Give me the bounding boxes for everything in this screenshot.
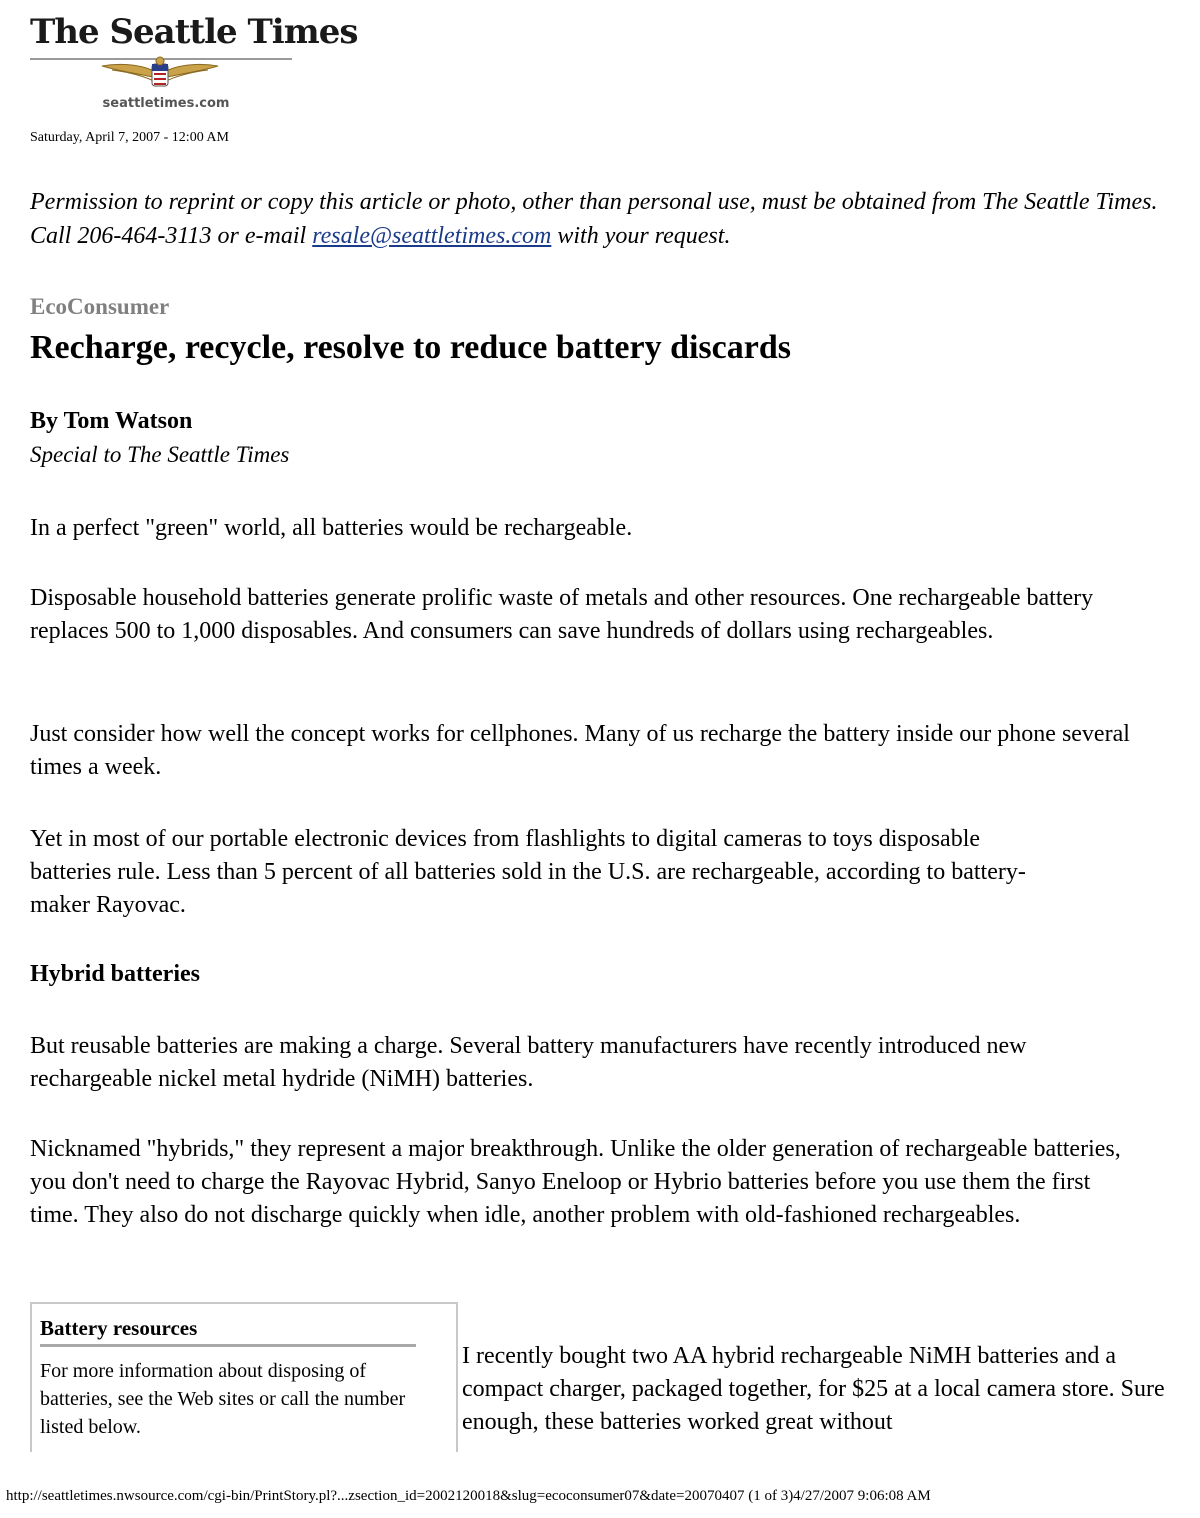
article-paragraph: In a perfect "green" world, all batteries would be rechargeable.	[30, 515, 633, 541]
masthead-url: seattletimes.com	[102, 96, 230, 111]
subhead: Hybrid batteries	[30, 961, 200, 987]
masthead-logo: The Seattle Times	[30, 12, 358, 52]
article-paragraph: Disposable household batteries generate prolific waste of metals and other resources. One rechargeable battery replaces 500 to 1,000 disposables. And consumers can save hundreds of dollars using rechargeables.	[30, 585, 1094, 644]
byline-credit: Special to The Seattle Times	[30, 442, 290, 467]
print-footer-url: http://seattletimes.nwsource.com/cgi-bin/PrintStory.pl?...zsection_id=2002120018&slug=ecoconsumer07&date=20070407 (1 of 3)4/27/2007 9:06:08 AM	[6, 1488, 931, 1504]
section-label: EcoConsumer	[30, 294, 170, 319]
article-paragraph: But reusable batteries are making a charge. Several battery manufacturers have recently introduced new rechargeable nickel metal hydride (NiMH) batteries.	[30, 1033, 1027, 1092]
sidebar-text: For more information about disposing of batteries, see the Web sites or call the number listed below.	[40, 1360, 406, 1438]
article-paragraph: Just consider how well the concept works for cellphones. Many of us recharge the battery inside our phone several times a week.	[30, 721, 1130, 780]
resale-email-link[interactable]: resale@seattletimes.com	[312, 223, 552, 249]
battery-resources-box	[30, 1302, 458, 1452]
article-paragraph: Yet in most of our portable electronic devices from flashlights to digital cameras to toys disposable batteries rule. Less than 5 percent of all batteries sold in the U.S. are rechargeable, according to battery-maker Rayovac.	[30, 826, 1026, 918]
sidebar-title: Battery resources	[40, 1316, 198, 1340]
permission-text: Permission to reprint or copy this article or photo, other than personal use, must be obtained from The Seattle Times. Call 206-464-3113 or e-mail	[30, 189, 1158, 249]
sidebar-divider	[40, 1344, 416, 1347]
dateline: Saturday, April 7, 2007 - 12:00 AM	[30, 130, 229, 145]
article-paragraph: I recently bought two AA hybrid rechargeable NiMH batteries and a compact charger, packaged together, for $25 at a local camera store. Sure enough, these batteries worked great without	[462, 1343, 1165, 1435]
byline: By Tom Watson	[30, 408, 193, 434]
eagle-emblem-icon	[100, 56, 220, 94]
article-headline: Recharge, recycle, resolve to reduce battery discards	[30, 329, 791, 366]
article-paragraph: Nicknamed "hybrids," they represent a major breakthrough. Unlike the older generation of rechargeable batteries, you don't need to charge the Rayovac Hybrid, Sanyo Eneloop or Hybrio batteries before you use them the first time. They also do not discharge quickly when idle, another problem with old-fashioned rechargeables.	[30, 1136, 1121, 1228]
masthead	[30, 10, 358, 111]
permission-text-end: with your request.	[551, 223, 731, 249]
permission-notice	[30, 185, 1170, 253]
